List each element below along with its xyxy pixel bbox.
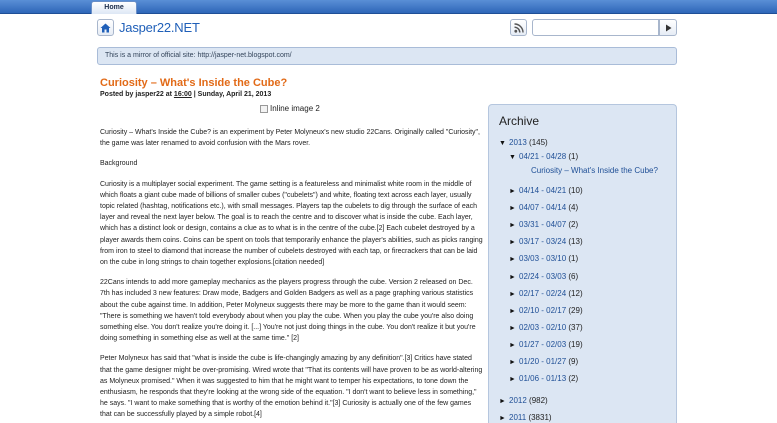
- collapsed-triangle-icon[interactable]: ►: [509, 307, 516, 315]
- archive-week-item[interactable]: [509, 254, 578, 263]
- post-paragraph: 22Cans intends to add more gameplay mechanics as the players progress through the cube. Version 2 released on Dec. 7th has included 3 new features: Draw mode, Badgers and Golden Badgers as well as a page graphing various statistics about the cube against time. In addition, Peter Molyneux suggests there may be more to the game than it would seem: "There is something we haven't told everybody about when you play the cube. When you play the cube you're also doing something else. You don't realize you're doing it. [...] You're not just doing things in the cube. You don't realize it but you're doing something in something else as well at the same time." [2]: [100, 279, 476, 343]
- archive-week-label[interactable]: 01/27 - 02/03: [519, 339, 567, 349]
- archive-week-label[interactable]: 03/31 - 04/07: [519, 220, 567, 230]
- post-body: [100, 127, 484, 423]
- archive-count: (29): [568, 305, 583, 315]
- archive-count: (12): [568, 288, 583, 298]
- archive-count: (4): [568, 203, 579, 213]
- post-paragraph: Background: [100, 160, 138, 168]
- archive-week-label[interactable]: 02/17 - 02/24: [519, 288, 567, 298]
- top-nav-bar: [0, 0, 777, 14]
- post-meta-author: Posted by jasper22 at: [100, 91, 174, 98]
- collapsed-triangle-icon[interactable]: ►: [509, 290, 516, 298]
- search-input[interactable]: [532, 19, 659, 36]
- archive-week-item[interactable]: [509, 306, 583, 315]
- post-paragraph: Curiosity is a multiplayer social experiment. The game setting is a featureless and minimalist white room in the middle of which floats a giant cube made of billions of smaller cubes ("cubelets") and white, floating text across each layer, usually topic related (hashtag, notifications etc.), with small messages. Players tap the cubelets to dig through the surface of each layer and reveal the next layer below. The goal is to reach the centre and to discover what is inside the cube. Each layer, which has a distinct look or design, contains a clue as to what is in the centre of the cube.[2] Each cubelet destroyed by a player awards them coins. Coins can be spent on tools that temporarily enhance the player's abilities, such as picks ranging from iron to steel to diamond that increase the number of cubelets destroyed with each tap, or firecrackers that can be laid on the cube in long strings to chain together explosions.[citation needed]: [100, 180, 483, 267]
- inline-image-alt: Inline image 2: [270, 104, 320, 113]
- archive-count: (145): [529, 138, 548, 147]
- archive-count: (6): [568, 271, 579, 281]
- collapsed-triangle-icon[interactable]: ►: [499, 398, 506, 405]
- post-paragraph: Peter Molyneux has said that "what is inside the cube is life-changingly amazing by any definition".[3] Critics have stated that the game designer might be over-promising. Wired wrote that "That its contents will have proven to be as world-altering as Molyneux promised." When it was suggested to him that he might want to temper his expectations, to tone down the enthusiasm, he responds that they're looking at the wrong side of the equation. "I don't want to believe less in something," he says. "I want to make something that is worthy of the emotion behind it."[3] Curiosity is actually one of the few games that can be successfully played by a simple robot.[4]: [100, 355, 483, 419]
- archive-count: (19): [568, 339, 583, 349]
- archive-week-item[interactable]: [509, 289, 583, 298]
- archive-week-label[interactable]: 03/03 - 03/10: [519, 254, 567, 264]
- archive-week-label[interactable]: 04/07 - 04/14: [519, 203, 567, 213]
- archive-count: (982): [529, 396, 548, 405]
- collapsed-triangle-icon[interactable]: ►: [509, 205, 516, 213]
- post-time-link[interactable]: 16:00: [173, 91, 192, 98]
- site-header: [0, 14, 777, 42]
- archive-week-item[interactable]: [509, 323, 583, 332]
- archive-year-2012[interactable]: [499, 396, 548, 405]
- archive-year-2011[interactable]: [499, 413, 552, 422]
- post-title[interactable]: Curiosity – What's Inside the Cube?: [100, 77, 288, 89]
- archive-week-label[interactable]: 01/20 - 01/27: [519, 357, 567, 366]
- collapsed-triangle-icon[interactable]: ►: [509, 359, 516, 366]
- blog-post: [100, 77, 484, 419]
- archive-year-2013[interactable]: [499, 138, 548, 147]
- archive-year-label[interactable]: 2012: [509, 396, 527, 405]
- archive-week-open[interactable]: [509, 152, 578, 161]
- collapsed-triangle-icon[interactable]: ►: [509, 239, 516, 247]
- archive-week-item[interactable]: [509, 357, 578, 366]
- archive-week-item[interactable]: [509, 237, 583, 246]
- collapsed-triangle-icon[interactable]: ►: [509, 188, 516, 195]
- archive-year-label[interactable]: 2011: [509, 413, 527, 422]
- home-tab[interactable]: Home: [91, 1, 137, 14]
- archive-week-item[interactable]: [509, 186, 583, 195]
- archive-sidebar: [488, 104, 677, 423]
- archive-count: (1): [568, 254, 579, 264]
- archive-week-item[interactable]: [509, 374, 578, 383]
- archive-count: (3831): [528, 413, 552, 422]
- archive-count: (10): [568, 186, 583, 195]
- archive-year-label[interactable]: 2013: [509, 138, 527, 147]
- archive-count: (9): [568, 357, 579, 366]
- archive-week-item[interactable]: [509, 220, 578, 229]
- archive-count: (13): [568, 237, 583, 247]
- site-title[interactable]: Jasper22.NET: [119, 20, 200, 35]
- home-icon[interactable]: [97, 19, 114, 36]
- archive-week-label[interactable]: 04/21 - 04/28: [519, 152, 567, 161]
- archive-post-link[interactable]: Curiosity – What's Inside the Cube?: [531, 166, 658, 175]
- archive-count: (2): [568, 374, 579, 384]
- inline-image: [260, 104, 320, 113]
- archive-week-item[interactable]: [509, 203, 578, 212]
- collapsed-triangle-icon[interactable]: ►: [499, 415, 506, 422]
- archive-week-item[interactable]: [509, 340, 583, 349]
- expanded-triangle-icon[interactable]: ▼: [499, 140, 506, 147]
- broken-image-icon: [260, 105, 268, 113]
- collapsed-triangle-icon[interactable]: ►: [509, 222, 516, 230]
- archive-week-label[interactable]: 02/10 - 02/17: [519, 305, 567, 315]
- post-meta-date: | Sunday, April 21, 2013: [191, 91, 272, 98]
- expanded-triangle-icon[interactable]: ▼: [509, 154, 516, 161]
- collapsed-triangle-icon[interactable]: ►: [509, 324, 516, 332]
- archive-week-label[interactable]: 04/14 - 04/21: [519, 186, 567, 195]
- collapsed-triangle-icon[interactable]: ►: [509, 273, 516, 281]
- archive-week-label[interactable]: 02/24 - 03/03: [519, 271, 567, 281]
- collapsed-triangle-icon[interactable]: ►: [509, 376, 516, 384]
- rss-icon[interactable]: [510, 19, 527, 36]
- post-meta: [100, 91, 484, 98]
- post-paragraph: Curiosity – What's Inside the Cube? is an experiment by Peter Molyneux's new studio 22Cans. Originally called "Curiosity", the game was later renamed to avoid confusion with the Mars rover.: [100, 129, 480, 148]
- mirror-notice: This is a mirror of official site: http://jasper-net.blogspot.com/: [97, 47, 677, 65]
- archive-count: (1): [568, 152, 579, 161]
- archive-week-item[interactable]: [509, 272, 578, 281]
- play-arrow-icon: [665, 24, 672, 32]
- archive-title: Archive: [499, 114, 540, 128]
- archive-week-label[interactable]: 01/06 - 01/13: [519, 374, 567, 384]
- collapsed-triangle-icon[interactable]: ►: [509, 256, 516, 264]
- archive-count: (37): [568, 322, 583, 332]
- search-button[interactable]: [659, 19, 677, 36]
- collapsed-triangle-icon[interactable]: ►: [509, 341, 516, 349]
- archive-week-label[interactable]: 02/03 - 02/10: [519, 322, 567, 332]
- archive-week-label[interactable]: 03/17 - 03/24: [519, 237, 567, 247]
- archive-count: (2): [568, 220, 579, 230]
